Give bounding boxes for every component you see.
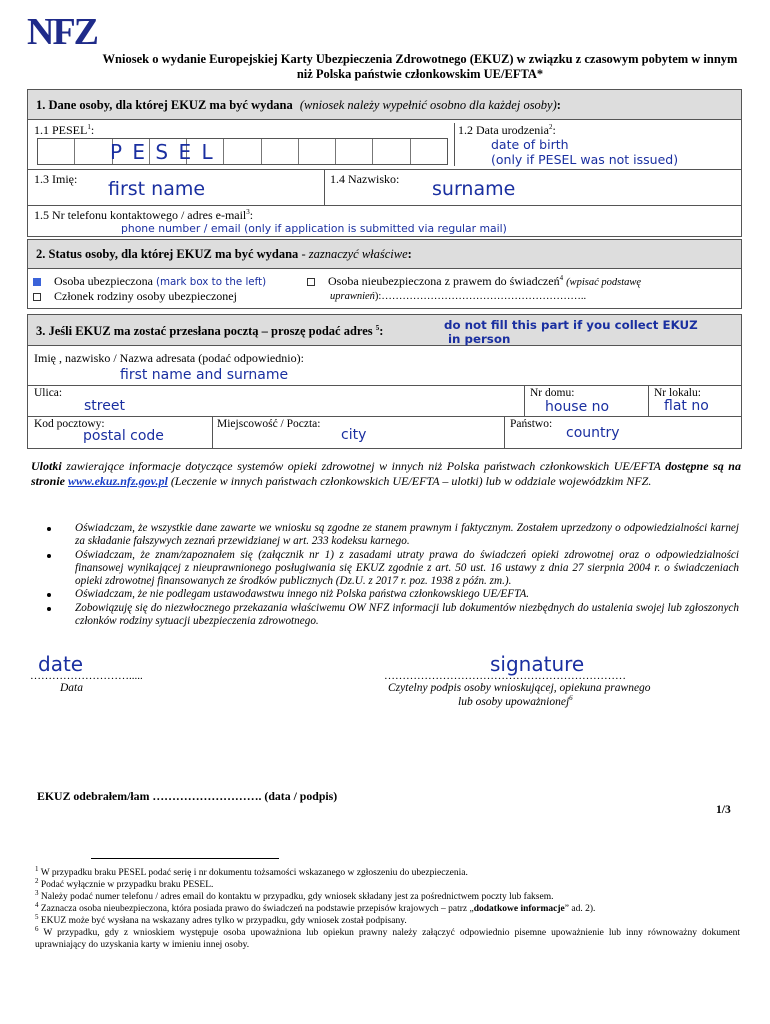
section-1-header [28, 90, 741, 120]
country-label: Państwo: [510, 418, 553, 430]
addressee-value[interactable]: first name and surname [120, 367, 289, 383]
page-number: 1/3 [716, 804, 731, 816]
flat-label: Nr lokalu: [654, 387, 701, 399]
section-2-header: 2. Status osoby, dla której EKUZ ma być wydana - zaznaczyć właściwe: [28, 240, 741, 269]
dob-hint-2: (only if PESEL was not issued) [491, 152, 679, 167]
street-value[interactable]: street [84, 398, 125, 414]
section-2 [27, 239, 742, 309]
row-divider [28, 169, 741, 170]
firstname-label: 1.3 Imię: [34, 172, 78, 186]
declaration-item: Zobowiązuję się do niezwłocznego przekazania właściwemu OW NFZ informacji lub dokumentów niezbędnych do ustalenia swojej lub zgłoszonych członków rodziny sytuacji ubezpieczenia zdrowotnego. [39, 602, 739, 629]
leaflet-text-3: (Leczenie w innych państwach członkowskich UE/EFTA – ulotki) lub w oddziale wojewódzkim NFZ. [167, 474, 652, 488]
street-label: Ulica: [34, 387, 63, 399]
ekuz-website-link[interactable]: www.ekuz.nfz.gov.pl [68, 474, 168, 488]
declaration-item: Oświadczam, że znam/zapoznałem się (załącznik nr 1) z zasadami utraty prawa do świadczeń opieki zdrowotnej oraz o odpowiedzialności finansowej wynikającej z nieuprawnionego posługiwania się EKUZ zgodnie z art. 50 ust. 16 ustawy z dnia 27 sierpnia 2004 r. o świadczeniach opieki zdrowotnej finansowanych ze środków publicznych (Dz.U. z 2017 r. poz. 1938 z późn. zm.). [39, 549, 739, 589]
nfz-logo-graphic [27, 14, 107, 48]
footnote-1: $^1$ W przypadku braku PESEL podać serię i nr dokumentu tożsamości wskazanego w zgłoszeniu do ubezpieczenia. [35, 864, 468, 878]
uninsured-note: (wpisać podstawę [566, 277, 642, 288]
leaflet-text-2: dostępne są na stronie [31, 459, 741, 488]
pesel-input[interactable] [37, 138, 448, 165]
family-member-checkbox[interactable] [33, 293, 41, 301]
leaflet-info [31, 459, 741, 489]
section-3-hint [444, 318, 698, 346]
signature-label-1: Czytelny podpis osoby wnioskującej, opiekuna prawnego [388, 682, 651, 694]
name-divider [324, 169, 325, 205]
declaration-item: Oświadczam, że nie podlegam ustawodawstwu innego niż Polska państwa członkowskiego UE/EFTA. [39, 588, 739, 601]
leaflet-text-1: zawierające informacje dotyczące systemów opieki zdrowotnej w innych niż Polska państwach członkowskich UE/EFTA [61, 459, 666, 473]
signature-dots: ………………………………………………………… [384, 670, 626, 682]
section-1 [27, 89, 742, 237]
phone-label: 1.5 Nr telefonu kontaktowego / adres e-mail$^3$: [34, 208, 254, 222]
phone-value[interactable]: phone number / email (only if application is submitted via regular mail) [121, 222, 507, 235]
section-1-heading: 1. Dane osoby, dla której EKUZ ma być wydana [36, 98, 293, 112]
row-divider [28, 416, 741, 417]
house-label: Nr domu: [530, 387, 575, 399]
date-label: Data [60, 682, 83, 694]
pesel-value: P E S E L [110, 140, 215, 164]
footnote-2: $^2$ Podać wyłącznie w przypadku braku PESEL. [35, 876, 214, 890]
dob-hint-1: date of birth [491, 137, 569, 152]
form-title: Wniosek o wydanie Europejskiej Karty Ubezpieczenia Zdrowotnego (EKUZ) w związku z czasowym pobytem w innym niż Polska państwie członkowskim UE/EFTA* [102, 52, 738, 81]
insured-hint: (mark box to the left) [155, 276, 267, 288]
date-value[interactable]: date [38, 652, 84, 676]
row-divider [28, 385, 741, 386]
pesel-label: 1.1 PESEL$^1$: [34, 123, 95, 137]
postal-city-divider [212, 416, 213, 449]
firstname-value[interactable]: first name [108, 178, 206, 200]
postal-value[interactable]: postal code [83, 428, 164, 444]
dob-label: 1.2 Data urodzenia$^2$: [458, 123, 556, 137]
insured-checkbox[interactable] [33, 278, 41, 286]
row-divider [28, 205, 741, 206]
section-1-heading-colon: : [556, 98, 561, 112]
option-insured[interactable] [33, 274, 266, 289]
footnote-6: $^6$ W przypadku, gdy z wnioskiem występuje osoba upoważniona lub opiekun prawny należy załączyć odpowiednio pisemne upoważnienie lub inny równoważny dokument uprawniający do uzyskania karty w imieniu innej osoby. [35, 924, 740, 950]
date-dots: ………………………..... [30, 670, 143, 682]
insured-label: Osoba ubezpieczona [54, 274, 153, 288]
house-flat-divider [648, 385, 649, 416]
option-family-member[interactable] [33, 289, 237, 304]
footnote-4: $^4$ Zaznacza osoba nieubezpieczona, która posiada prawo do świadczeń na podstawie przepisów krajowych – patrz „dodatkowe informacje” ad. 2). [35, 900, 596, 914]
uninsured-checkbox[interactable] [307, 278, 315, 286]
footnotes [35, 864, 740, 951]
section-3-heading: 3. Jeśli EKUZ ma zostać przesłana pocztą – proszę podać adres $^5$: [36, 323, 384, 338]
leaflet-title: Ulotki [31, 459, 62, 473]
section-3-hint-line-2: in person [448, 332, 511, 346]
signature-value[interactable]: signature [490, 652, 585, 676]
section-1-heading-note: (wniosek należy wypełnić osobno dla każdej osoby) [299, 98, 557, 112]
section-2-heading-note: - zaznaczyć właściwe [301, 247, 408, 261]
footnote-separator [91, 858, 279, 859]
footnote-5: $^5$ EKUZ może być wysłana na wskazany adres tylko w przypadku, gdy wniosek został podpisany. [35, 912, 407, 926]
street-house-divider [524, 385, 525, 416]
addressee-label: Imię , nazwisko / Nazwa adresata (podać odpowiednio): [34, 351, 304, 365]
house-value[interactable]: house no [545, 399, 610, 415]
footnote-3: $^3$ Należy podać numer telefonu / adres email do kontaktu w przypadku, gdy wniosek składany jest za pośrednictwem poczty lub faksem. [35, 888, 554, 902]
surname-label: 1.4 Nazwisko: [330, 172, 400, 186]
section-3 [27, 314, 742, 449]
flat-value[interactable]: flat no [664, 398, 709, 414]
section-3-header [28, 315, 741, 346]
nfz-logo [27, 14, 107, 48]
city-country-divider [504, 416, 505, 449]
entitlement-basis-dots: ):………………………………………………….. [374, 291, 587, 302]
signature-label-2: lub osoby upoważnionej$^6$ [458, 694, 573, 708]
uninsured-label: Osoba nieubezpieczona z prawem do świadczeń [328, 274, 560, 288]
section-3-hint-line-1: do not fill this part if you collect EKUZ [444, 318, 698, 332]
entitlement-basis-label: uprawnień [330, 291, 375, 302]
family-member-label: Członek rodziny osoby ubezpieczonej [54, 289, 237, 303]
svg-text:NFZ: NFZ [27, 14, 97, 48]
entitlement-basis[interactable] [330, 291, 586, 302]
declarations-list [39, 522, 739, 628]
postal-label: Kod pocztowy: [34, 418, 105, 430]
country-value[interactable]: country [566, 425, 620, 441]
city-value[interactable]: city [341, 427, 367, 443]
pesel-dob-divider [454, 123, 455, 166]
section-2-heading: 2. Status osoby, dla której EKUZ ma być wydana [36, 247, 299, 261]
received-line: EKUZ odebrałem/łam ………………………. (data / podpis) [37, 789, 338, 803]
surname-value[interactable]: surname [432, 178, 516, 200]
city-label: Miejscowość / Poczta: [217, 418, 321, 430]
option-uninsured[interactable]: Osoba nieubezpieczona z prawem do świadczeń$^4$ (wpisać podstawę [307, 274, 641, 289]
declaration-item: Oświadczam, że wszystkie dane zawarte we wniosku są zgodne ze stanem prawnym i faktycznym. Zostałem uprzedzony o odpowiedzialności karnej za składanie fałszywych zeznań przewidzianej w art. 233 kodeksu karnego. [39, 522, 739, 549]
